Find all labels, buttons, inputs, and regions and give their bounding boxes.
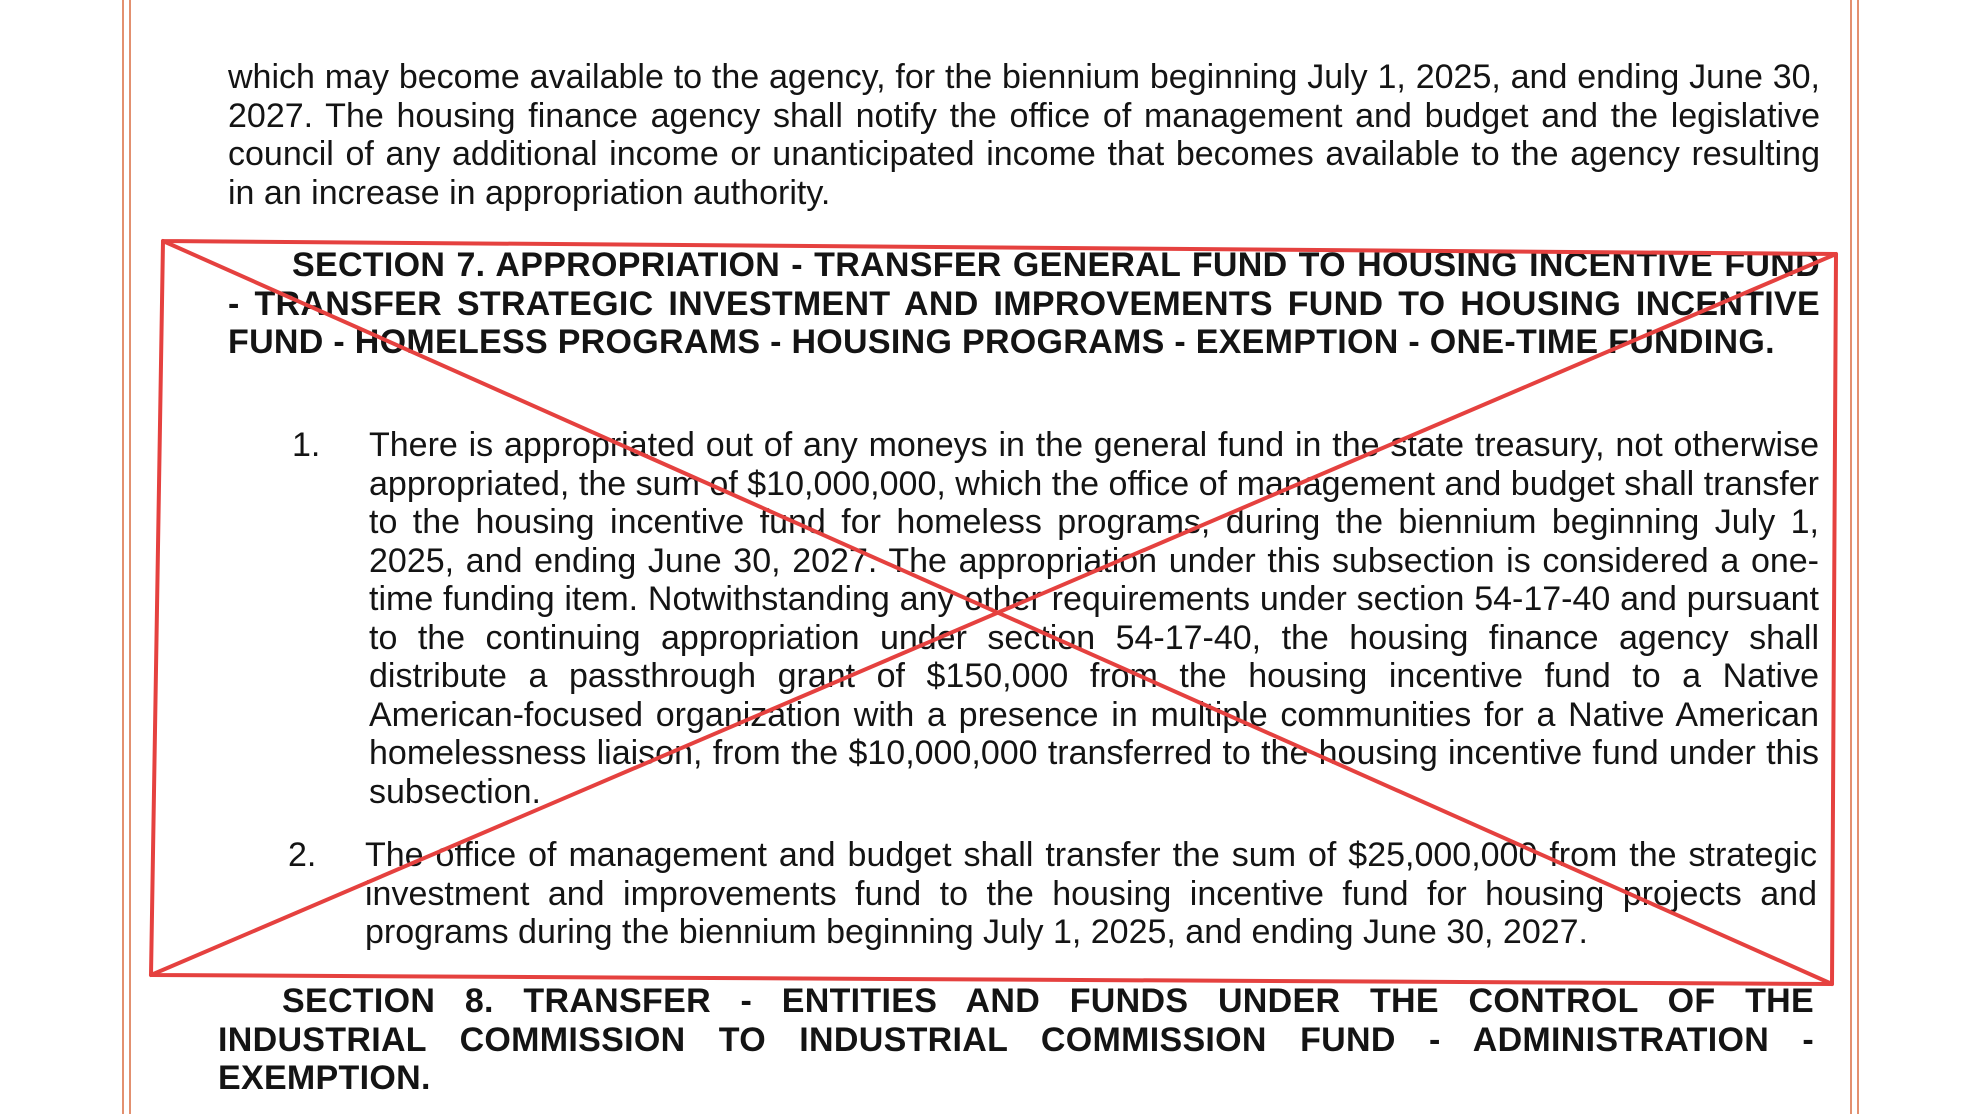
- left-margin-rule: [122, 0, 124, 1114]
- section-8-heading: SECTION 8. TRANSFER - ENTITIES AND FUNDS UNDER THE CONTROL OF THE INDUSTRIAL COMMISSION TO INDUSTRIAL COMMISSION FUND - ADMINISTRATION - EXEMPTION.: [218, 982, 1814, 1097]
- section-7-heading: SECTION 7. APPROPRIATION - TRANSFER GENERAL FUND TO HOUSING INCENTIVE FUND - TRANSFER STRATEGIC INVESTMENT AND IMPROVEMENTS FUND TO HOUSING INCENTIVE FUND - HOMELESS PROGRAMS - HOUSING PROGRAMS - EXEMPTION - ONE-TIME FUNDING.: [228, 246, 1820, 361]
- section-7-item-2-text: The office of management and budget shall transfer the sum of $25,000,000 from the strategic investment and improvements fund to the housing incentive fund for housing projects and programs during the biennium beginning July 1, 2025, and ending June 30, 2027.: [365, 836, 1817, 951]
- right-margin-rule-inner: [1857, 0, 1859, 1114]
- section-7-item-2-number: 2.: [288, 836, 317, 874]
- intro-paragraph: which may become available to the agency, for the biennium beginning July 1, 2025, and ending June 30, 2027. The housing finance agency shall notify the office of management and budget and the legislative council of any additional income or unanticipated income that becomes available to the agency resulting in an increase in appropriation authority.: [228, 58, 1820, 212]
- left-margin-rule-inner: [129, 0, 131, 1114]
- right-margin-rule: [1850, 0, 1852, 1114]
- section-7-item-1-text: There is appropriated out of any moneys in the general fund in the state treasury, not otherwise appropriated, the sum of $10,000,000, which the office of management and budget shall transfer to the housing incentive fund for homeless programs, during the biennium beginning July 1, 2025, and ending June 30, 2027. The appropriation under this subsection is considered a one-time funding item. Notwithstanding any other requirements under section 54-17-40 and pursuant to the continuing appropriation under section 54-17-40, the housing finance agency shall distribute a passthrough grant of $150,000 from the housing incentive fund to a Native American-focused organization with a presence in multiple communities for a Native American homelessness liaison, from the $10,000,000 transferred to the housing incentive fund under this subsection.: [369, 426, 1819, 811]
- section-7-item-1-number: 1.: [292, 426, 321, 464]
